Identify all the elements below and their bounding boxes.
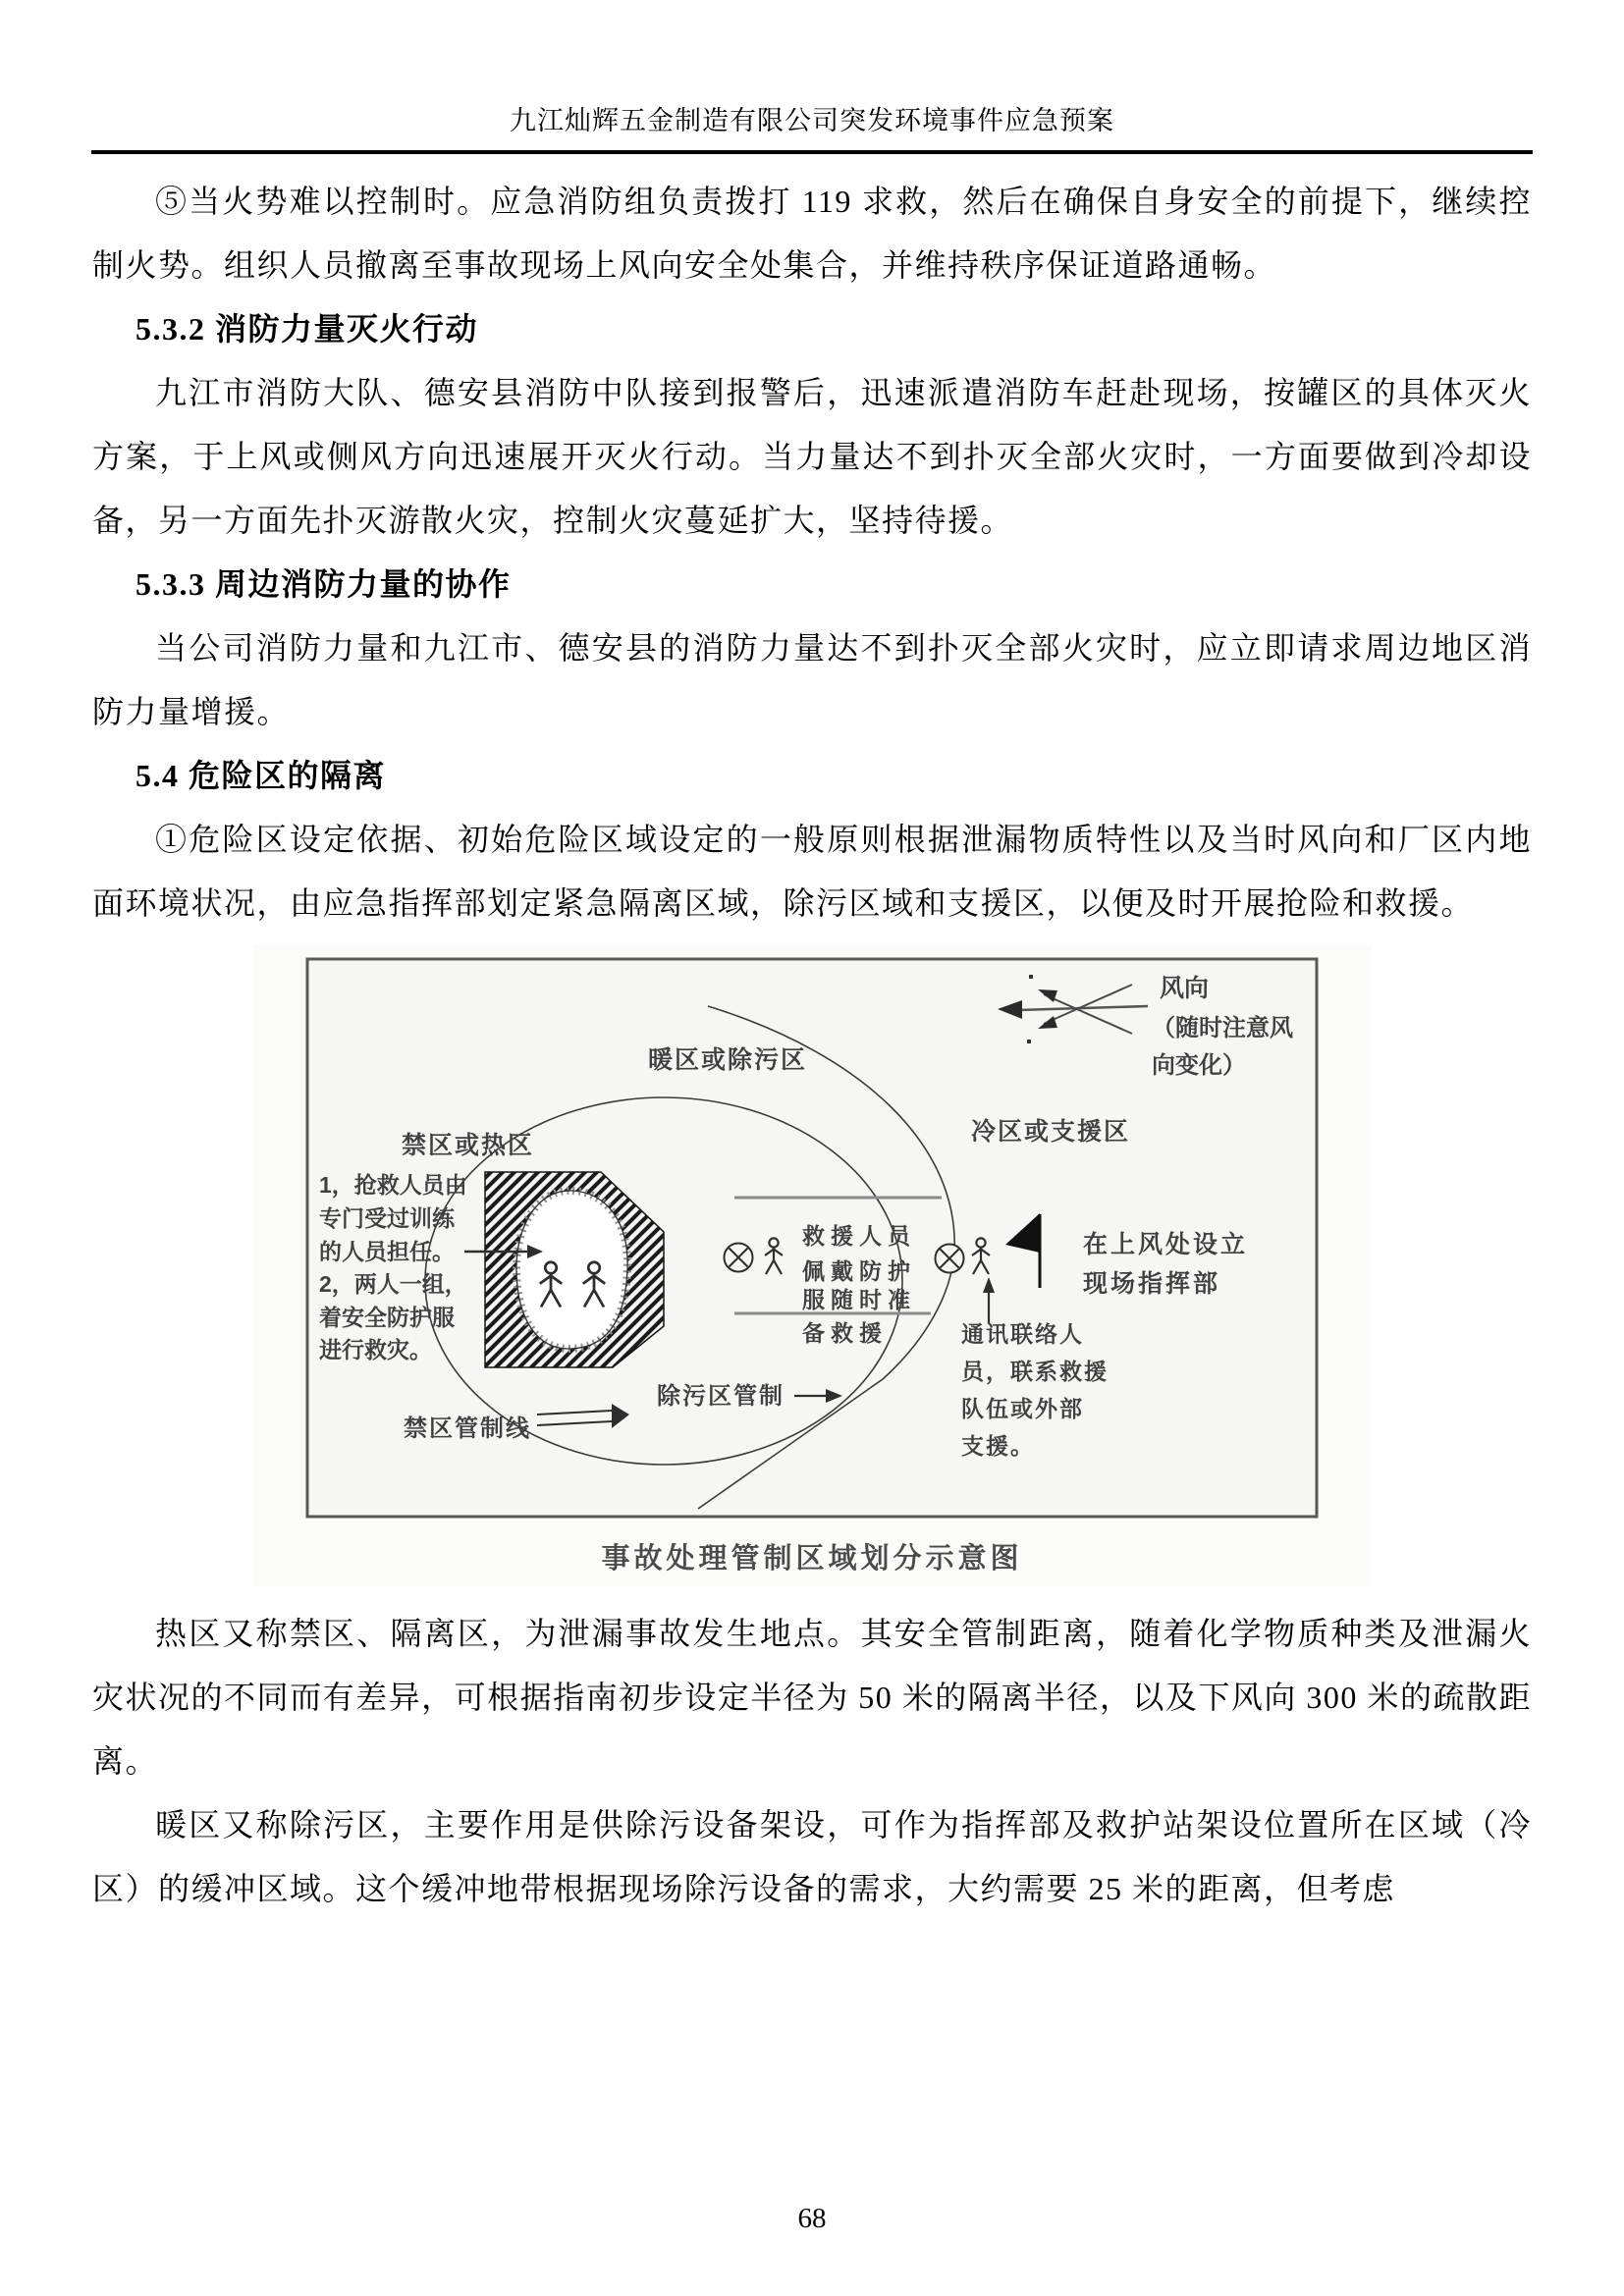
document-body xyxy=(92,170,1532,1921)
comm-note-line: 通讯联络人 xyxy=(961,1321,1084,1347)
left-note-line: 专门受过训练 xyxy=(319,1205,455,1231)
zone-diagram xyxy=(305,957,1319,1519)
wind-note-line: （随时注意风 xyxy=(1152,1015,1293,1041)
left-note-line: 2，两人一组， xyxy=(319,1271,467,1297)
paragraph-fire-control: ⑤当火势难以控制时。应急消防组负责拨打 119 求救，然后在确保自身安全的前提下，继续控制火势。组织人员撤离至事故现场上风向安全处集合，并维持秩序保证道路通畅。 xyxy=(92,184,1532,283)
section-heading-5-3-3: 5.3.3 周边消防力量的协作 xyxy=(135,566,512,602)
command-note-line: 现场指挥部 xyxy=(1083,1270,1221,1298)
command-note-line: 在上风处设立 xyxy=(1083,1231,1249,1258)
section-heading-5-3-2: 5.3.2 消防力量灭火行动 xyxy=(135,311,479,347)
warm-zone-label: 暖区或除污区 xyxy=(648,1046,808,1074)
hot-zone-label: 禁区或热区 xyxy=(402,1132,535,1159)
figure-caption: 事故处理管制区域划分示意图 xyxy=(601,1543,1023,1575)
left-note-line: 进行救灾。 xyxy=(319,1337,432,1362)
left-note-line: 着安全防护服 xyxy=(319,1305,455,1330)
paragraph-hot-zone: 热区又称禁区、隔离区，为泄漏事故发生地点。其安全管制距离，随着化学物质种类及泄漏火灾状况的不同而有差异，可根据指南初步设定半径为 50 米的隔离半径，以及下风向 300 米的疏散距离。 xyxy=(92,1616,1532,1779)
paragraph-brigade: 九江市消防大队、德安县消防中队接到报警后，迅速派遣消防车赶赴现场，按罐区的具体灭火方案，于上风或侧风方向迅速展开灭火行动。当力量达不到扑灭全部火灾时，一方面要做到冷却设备，另一方面先扑灭游散火灾，控制火灾蔓延扩大，坚持待援。 xyxy=(92,375,1532,538)
decon-line-label: 除污区管制 xyxy=(657,1383,785,1410)
section-heading-5-4: 5.4 危险区的隔离 xyxy=(135,758,387,793)
comm-note-line: 员，联系救援 xyxy=(961,1359,1109,1384)
paragraph-isolation: ①危险区设定依据、初始危险区域设定的一般原则根据泄漏物质特性以及当时风向和厂区内地面环境状况，由应急指挥部划定紧急隔离区域，除污区域和支援区，以便及时开展抢险和救援。 xyxy=(92,822,1532,921)
left-note-line: 的人员担任。 xyxy=(319,1239,455,1264)
cold-zone-label: 冷区或支援区 xyxy=(971,1118,1131,1146)
document-header-title: 九江灿辉五金制造有限公司突发环境事件应急预案 xyxy=(510,106,1114,135)
rescue-note-line: 备救援 xyxy=(802,1320,888,1346)
header-rule xyxy=(91,150,1533,154)
rescue-note-line: 服随时准 xyxy=(802,1287,916,1312)
paragraph-support: 当公司消防力量和九江市、德安县的消防力量达不到扑灭全部火灾时，应立即请求周边地区消防力量增援。 xyxy=(92,630,1532,729)
hot-line-label: 禁区管制线 xyxy=(404,1415,531,1442)
zone-diagram-canvas xyxy=(305,957,1319,1519)
rescue-note-line: 佩戴防护 xyxy=(802,1258,916,1284)
paragraph-warm-zone: 暖区又称除污区，主要作用是供除污设备架设，可作为指挥部及救护站架设位置所在区域（冷区）的缓冲区域。这个缓冲地带根据现场除污设备的需求，大约需要 25 米的距离，但考虑 xyxy=(92,1807,1532,1906)
comm-note-line: 支援。 xyxy=(961,1433,1035,1459)
wind-label: 风向 xyxy=(1160,975,1210,1002)
comm-note-line: 队伍或外部 xyxy=(961,1396,1084,1421)
wind-note-line: 向变化） xyxy=(1152,1052,1246,1079)
left-note-line: 1，抢救人员由 xyxy=(319,1172,467,1198)
rescue-note-line: 救援人员 xyxy=(802,1223,916,1249)
zone-diagram-figure xyxy=(252,945,1372,1586)
page-number: 68 xyxy=(797,2203,827,2234)
